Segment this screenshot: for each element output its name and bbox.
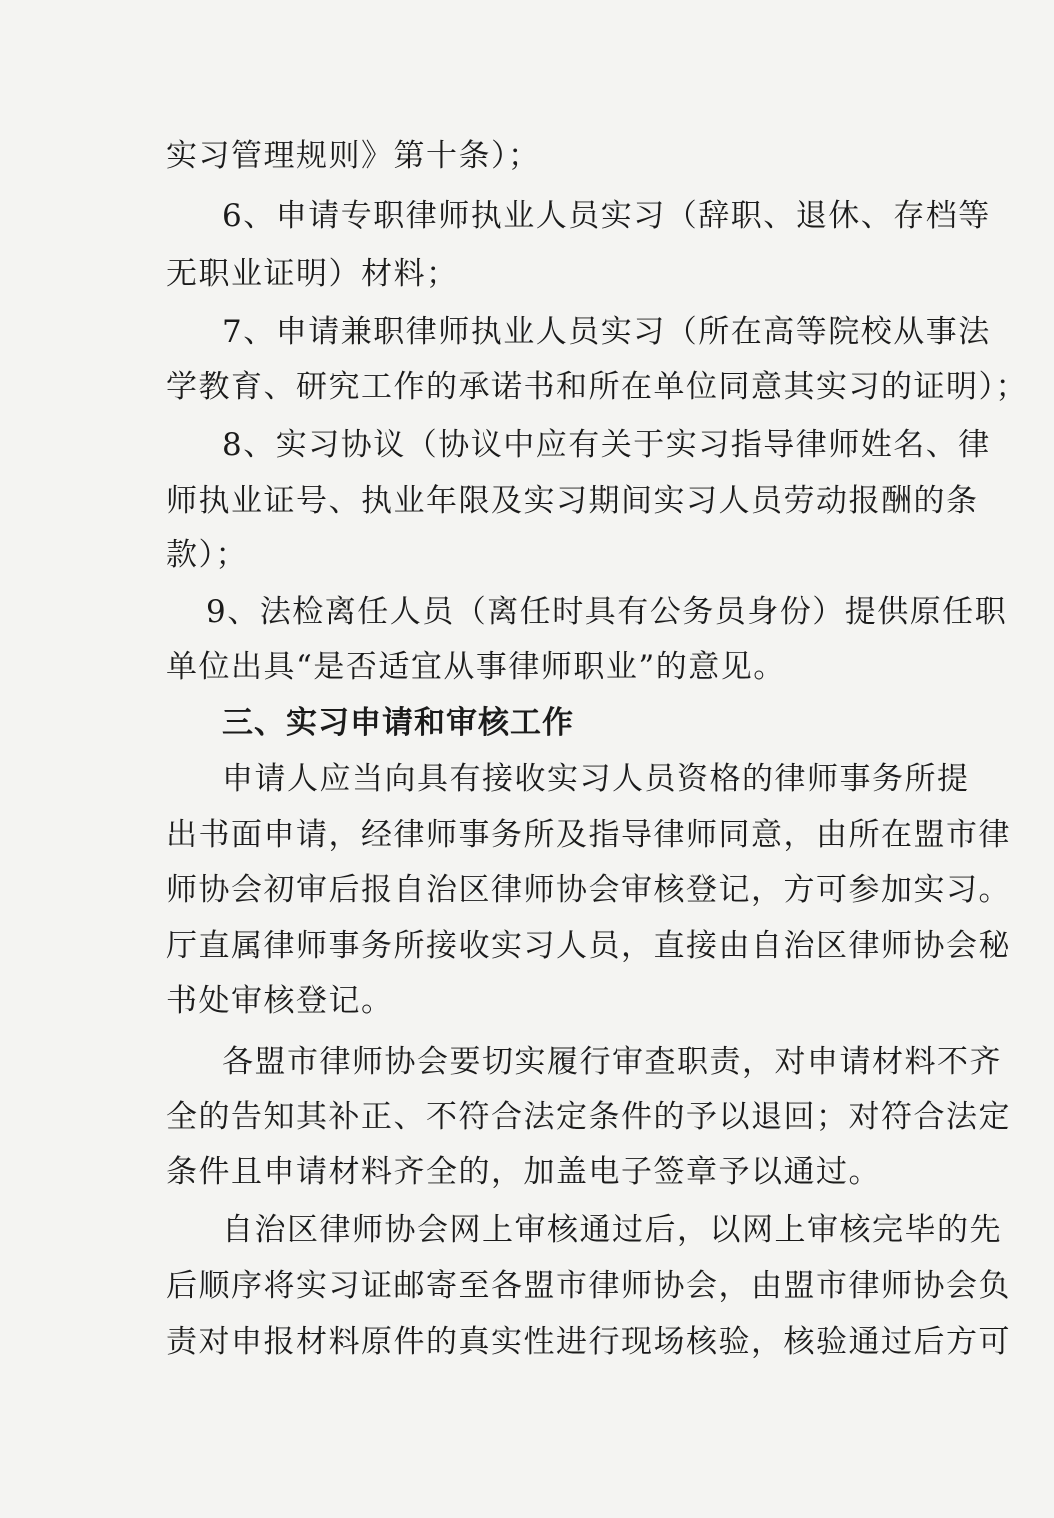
item-9-line-1: 9、法检离任人员（离任时具有公务员身份）提供原任职 — [206, 594, 1008, 630]
item-8-line-2: 师执业证号、执业年限及实习期间实习人员劳动报酬的条 — [166, 483, 979, 519]
para-2-line-2: 全的告知其补正、不符合法定条件的予以退回；对符合法定 — [166, 1099, 1011, 1135]
section-heading: 三、实习申请和审核工作 — [222, 705, 574, 741]
para-1-line-1: 申请人应当向具有接收实习人员资格的律师事务所提 — [222, 761, 970, 797]
para-2-line-3: 条件且申请材料齐全的，加盖电子签章予以通过。 — [166, 1154, 881, 1190]
para-3-line-3: 责对申报材料原件的真实性进行现场核验，核验通过后方可 — [166, 1324, 1011, 1360]
para-3-line-1: 自治区律师协会网上审核通过后，以网上审核完毕的先 — [222, 1212, 1002, 1248]
item-6-line-1: 6、申请专职律师执业人员实习（辞职、退休、存档等 — [222, 198, 991, 234]
item-8-line-1: 8、实习协议（协议中应有关于实习指导律师姓名、律 — [222, 427, 991, 463]
para-3-line-2: 后顺序将实习证邮寄至各盟市律师协会，由盟市律师协会负 — [166, 1268, 1011, 1304]
text-line-1: 实习管理规则》第十条）； — [166, 138, 541, 174]
para-1-line-3: 师协会初审后报自治区律师协会审核登记，方可参加实习。 — [166, 872, 1011, 908]
para-2-line-1: 各盟市律师协会要切实履行审查职责，对申请材料不齐 — [222, 1044, 1002, 1080]
item-8-line-3: 款）； — [166, 537, 248, 573]
para-1-line-4: 厅直属律师事务所接收实习人员，直接由自治区律师协会秘 — [166, 928, 1011, 964]
item-7-line-1: 7、申请兼职律师执业人员实习（所在高等院校从事法 — [222, 314, 991, 350]
item-9-line-2: 单位出具“是否适宜从事律师职业”的意见。 — [166, 649, 786, 685]
para-1-line-5: 书处审核登记。 — [166, 983, 394, 1019]
item-7-line-2: 学教育、研究工作的承诺书和所在单位同意其实习的证明）； — [166, 369, 1028, 405]
para-1-line-2: 出书面申请，经律师事务所及指导律师同意，由所在盟市律 — [166, 817, 1011, 853]
item-6-line-2: 无职业证明）材料； — [166, 256, 459, 292]
